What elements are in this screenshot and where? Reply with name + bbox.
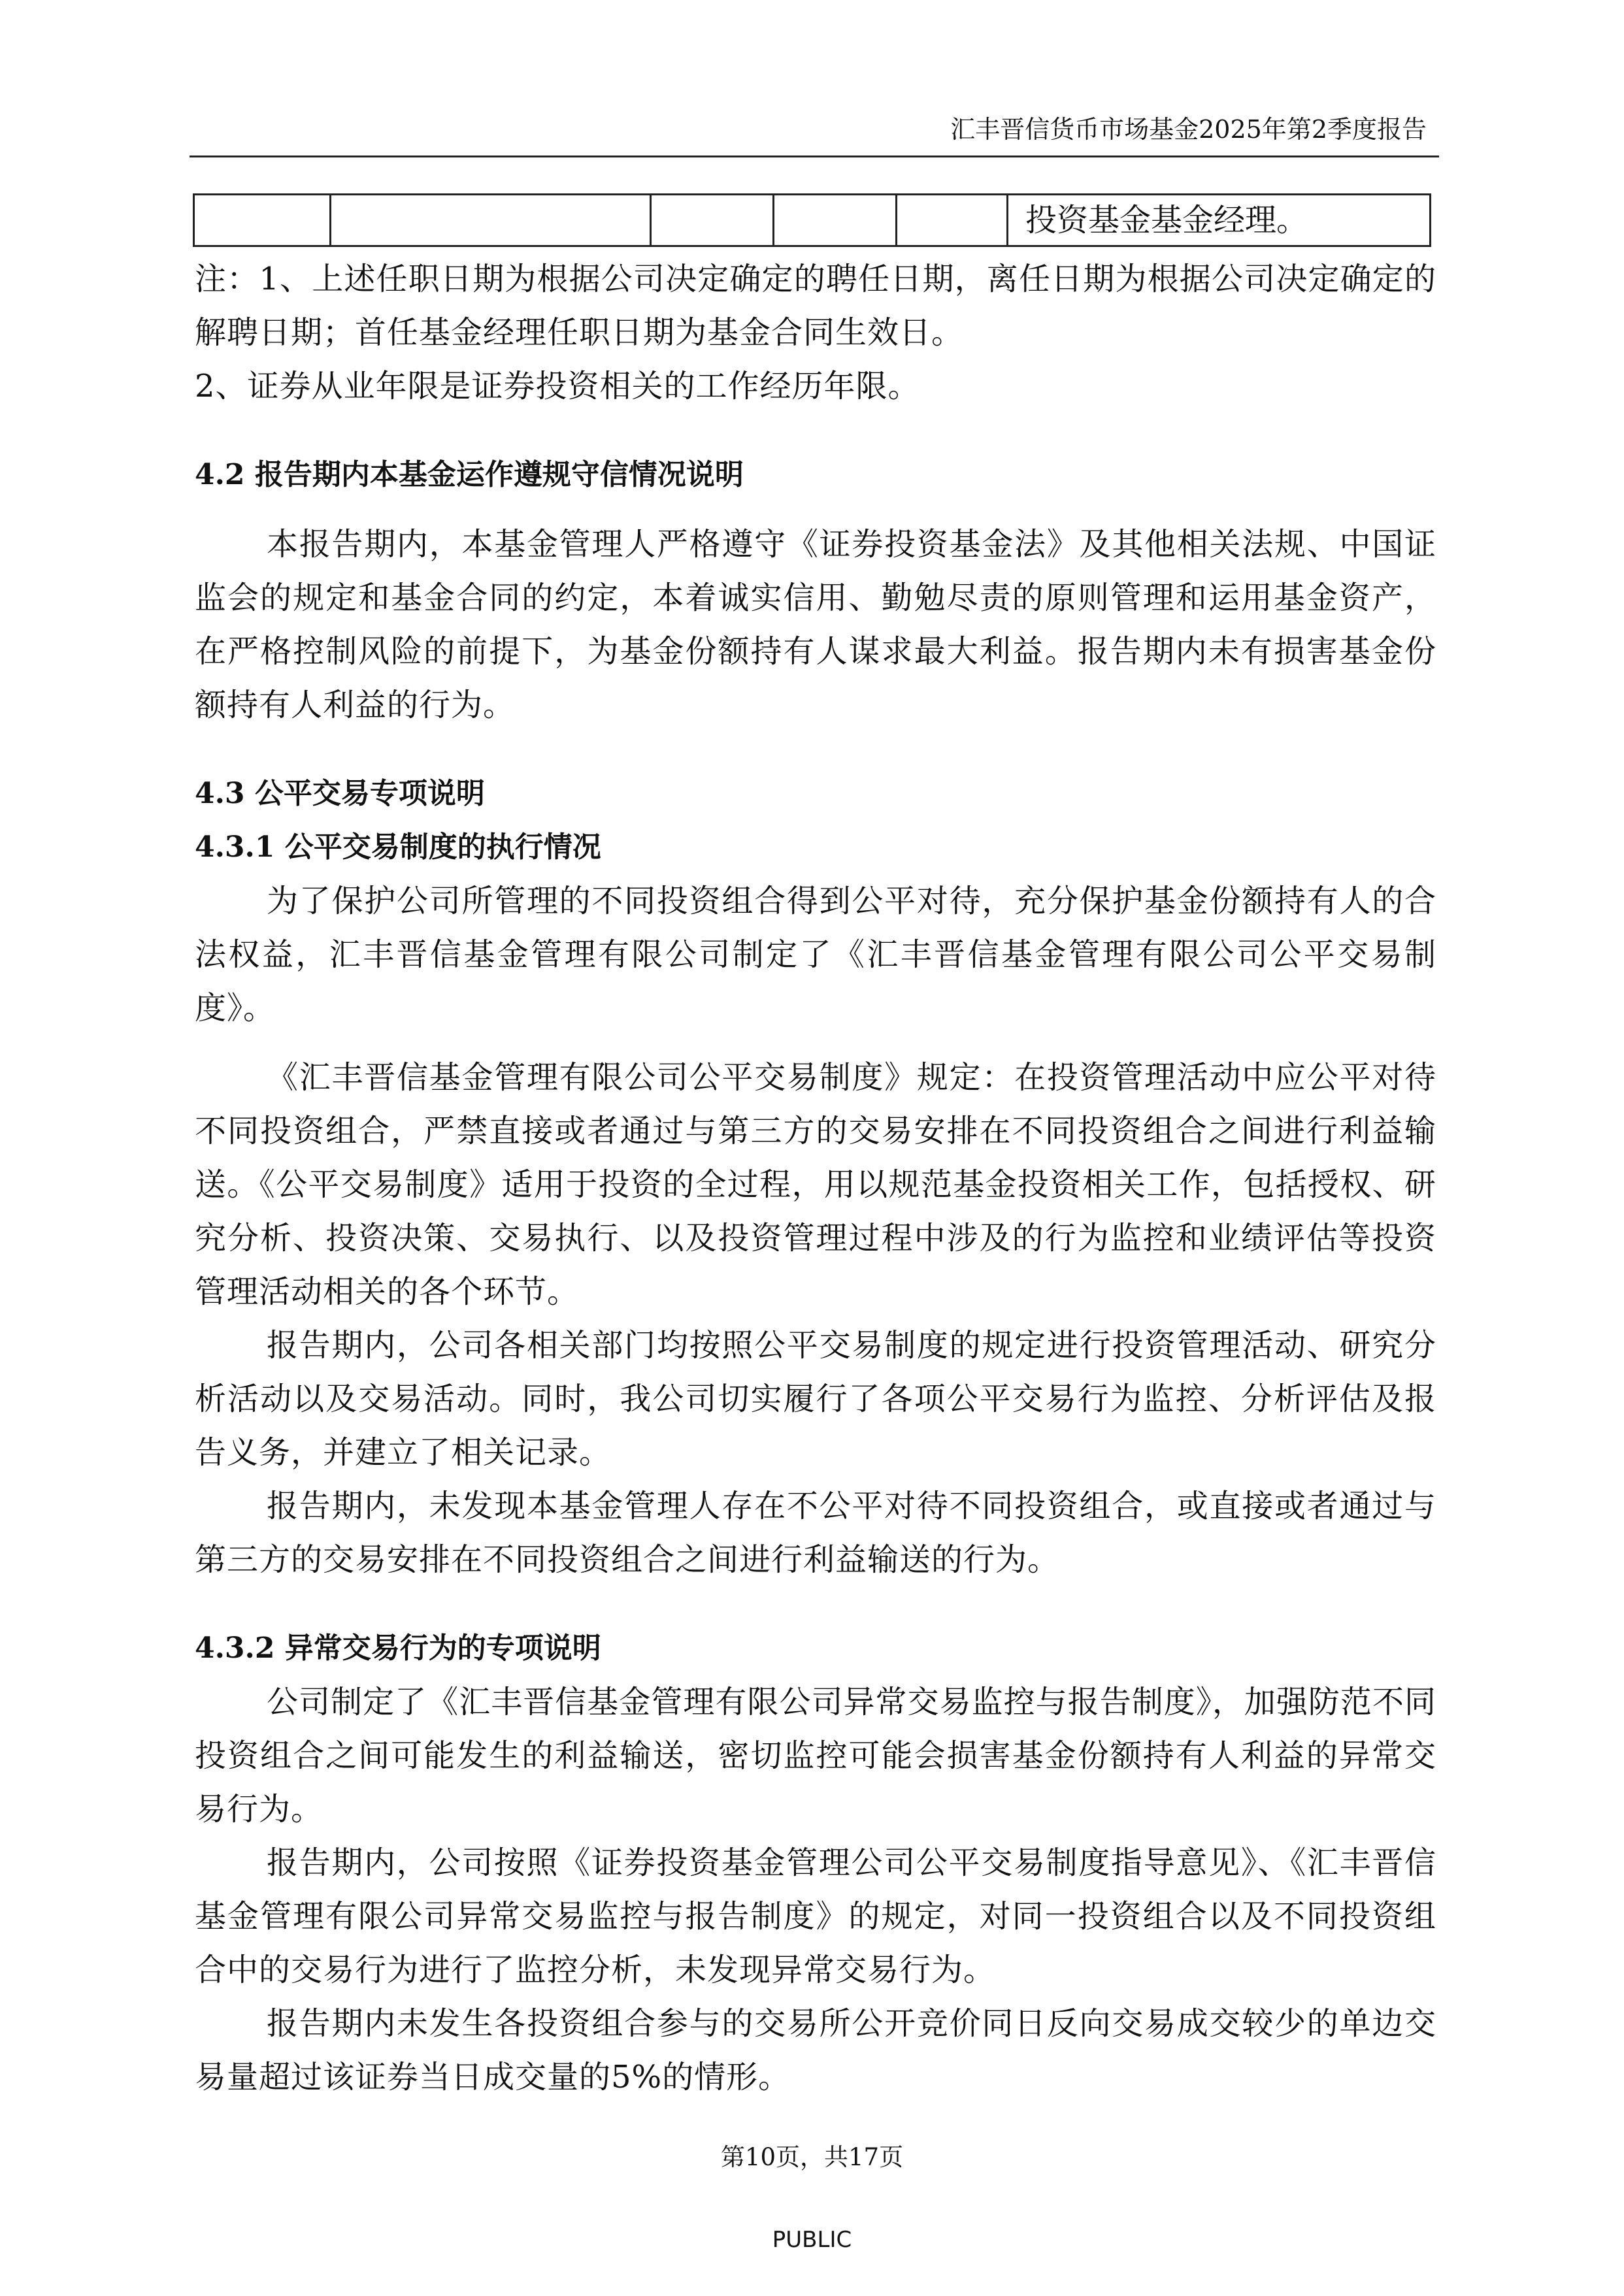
table-cell: 投资基金基金经理。 [1008,195,1431,246]
page-indicator: 第10页，共17页 [720,2143,904,2171]
section-4-3-2-paragraph: 报告期内未发生各投资组合参与的交易所公开竞价同日反向交易成交较少的单边交易量超过该证券当日成交量的5%的情形。 [195,2005,1436,2095]
fund-manager-table [193,193,1431,247]
section-4-3-2-paragraph: 报告期内，公司按照《证券投资基金管理公司公平交易制度指导意见》、《汇丰晋信基金管理有限公司异常交易监控与报告制度》的规定，对同一投资组合以及不同投资组合中的交易行为进行了监控分析，未发现异常交易行为。 [195,1845,1436,1988]
classification-label: PUBLIC [772,2227,852,2253]
section-4-3-1-paragraph: 报告期内，公司各相关部门均按照公平交易制度的规定进行投资管理活动、研究分析活动以及交易活动。同时，我公司切实履行了各项公平交易行为监控、分析评估及报告义务，并建立了相关记录。 [195,1327,1436,1471]
spacer [195,502,1436,517]
spacer [195,732,1436,767]
section-4-3-2-heading: 4.3.2 异常交易行为的专项说明 [195,1632,601,1665]
header-divider [190,156,1439,157]
table-row [194,195,1431,246]
table-cell [651,195,774,246]
table-cell [331,195,651,246]
section-4-2-heading: 4.2 报告期内本基金运作遵规守信情况说明 [195,458,744,491]
note-2: 2、证券从业年限是证券投资相关的工作经历年限。 [195,368,920,404]
spacer [195,413,1436,448]
section-4-3-heading: 4.3 公平交易专项说明 [195,777,485,810]
spacer [195,1035,1436,1051]
section-4-3-2-paragraph: 公司制定了《汇丰晋信基金管理有限公司异常交易监控与报告制度》，加强防范不同投资组合之间可能发生的利益输送，密切监控可能会损害基金份额持有人利益的异常交易行为。 [195,1684,1436,1828]
section-4-3-1-paragraph: 《汇丰晋信基金管理有限公司公平交易制度》规定：在投资管理活动中应公平对待不同投资组合，严禁直接或者通过与第三方的交易安排在不同投资组合之间进行利益输送。《公平交易制度》适用于投资的全过程，用以规范基金投资相关工作，包括授权、研究分析、投资决策、交易执行、以及投资管理过程中涉及的行为监控和业绩评估等投资管理活动相关的各个环节。 [195,1059,1436,1310]
section-4-3-1-heading: 4.3.1 公平交易制度的执行情况 [195,830,601,864]
table-cell [897,195,1008,246]
report-body [195,252,1436,2104]
table-cell [774,195,897,246]
note-1: 注：1、上述任职日期为根据公司决定确定的聘任日期，离任日期为根据公司决定确定的解聘日期；首任基金经理任职日期为基金合同生效日。 [195,261,1436,351]
report-header-title: 汇丰晋信货币市场基金2025年第2季度报告 [950,115,1427,144]
spacer [195,1586,1436,1622]
section-4-2-paragraph: 本报告期内，本基金管理人严格遵守《证券投资基金法》及其他相关法规、中国证监会的规定和基金合同的约定，本着诚实信用、勤勉尽责的原则管理和运用基金资产，在严格控制风险的前提下，为基金份额持有人谋求最大利益。报告期内未有损害基金份额持有人利益的行为。 [195,526,1436,723]
section-4-3-1-paragraph: 为了保护公司所管理的不同投资组合得到公平对待，充分保护基金份额持有人的合法权益，汇丰晋信基金管理有限公司制定了《汇丰晋信基金管理有限公司公平交易制度》。 [195,883,1436,1026]
section-4-3-1-paragraph: 报告期内，未发现本基金管理人存在不公平对待不同投资组合，或直接或者通过与第三方的交易安排在不同投资组合之间进行利益输送的行为。 [195,1488,1436,1578]
table-cell [194,195,331,246]
